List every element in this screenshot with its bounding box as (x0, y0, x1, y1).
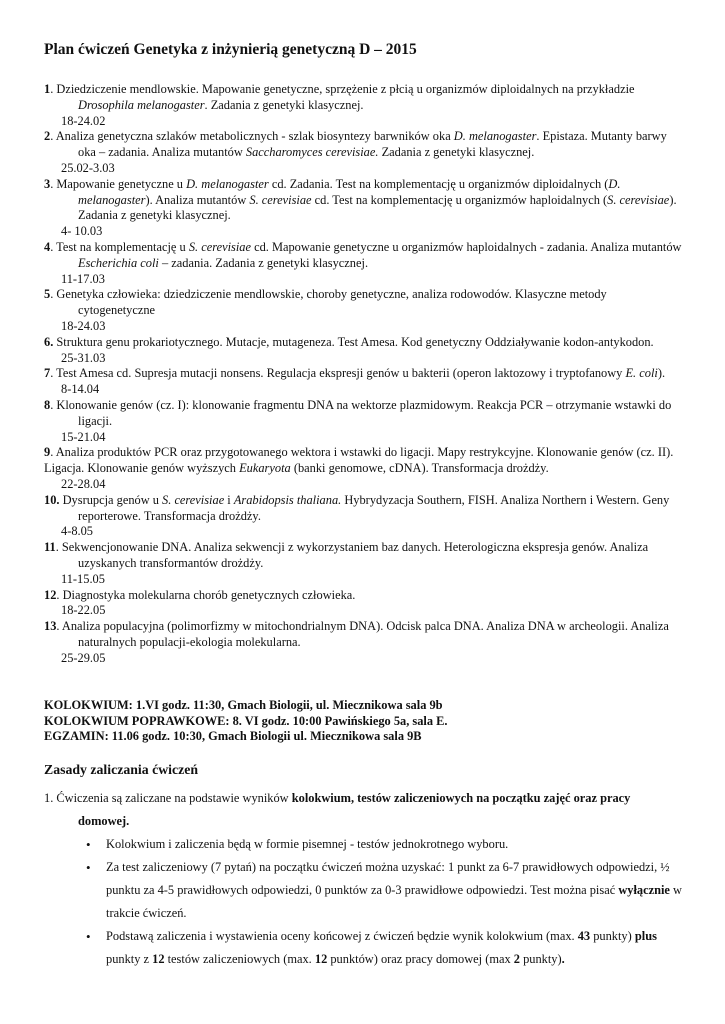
schedule-item (44, 366, 684, 398)
bold-text: 2 (513, 951, 520, 966)
schedule-item-text (44, 177, 684, 224)
text-run: Struktura genu prokariotycznego. Mutacje, mutageneza. Test Amesa. Kod genetyczny Oddziaływanie kodon-antykodon. (53, 334, 654, 349)
schedule-item-text (44, 540, 684, 572)
text-run: . Sekwencjonowanie DNA. Analiza sekwencji z wykorzystaniem baz danych. Heterologiczna ekspresja genów. Analiza uzyskanych transformantów drożdży. (55, 540, 649, 570)
exam-line: EGZAMIN: 11.06 godz. 10:30, Gmach Biologii ul. Miecznikowa sala 9B (44, 729, 422, 744)
italic-text: E. coli (625, 366, 658, 381)
schedule-item-text (44, 82, 684, 114)
text-run: Dysrupcja genów u (59, 492, 163, 507)
italic-text: D. melanogaster (186, 176, 269, 191)
text-run: . Analiza genetyczna szlaków metabolicznych - szlak biosyntezy barwników oka (50, 129, 454, 144)
schedule-item-number: 3 (44, 176, 51, 191)
schedule-item (44, 398, 684, 445)
bold-text: 12 (152, 951, 165, 966)
schedule-item-date: 8-14.04 (61, 382, 100, 397)
schedule-item-text (44, 619, 684, 651)
schedule-item-date: 15-21.04 (61, 429, 106, 444)
schedule-item-date: 11-15.05 (61, 571, 105, 586)
schedule-item-text (44, 445, 684, 477)
text-run: . Diagnostyka molekularna chorób genetycznych człowieka. (56, 587, 356, 602)
italic-text: S. cerevisiae (188, 239, 251, 254)
text-run: . Analiza produktów PCR oraz przygotowanego wektora i wstawki do ligacji. Mapy restrykcyjne. Klonowanie genów (cz. II). Ligacja. Klonowanie genów wyższych (44, 445, 674, 476)
rule-bullet (86, 833, 684, 856)
schedule-item-date: 4-8.05 (61, 524, 94, 539)
schedule-item-text (44, 493, 684, 525)
bold-text: kolokwium, testów zaliczeniowych na początku zajęć oraz pracy domowej. (78, 790, 631, 828)
italic-text: Eukaryota (239, 461, 291, 476)
schedule-item (44, 287, 684, 334)
exam-line: KOLOKWIUM: 1.VI godz. 11:30, Gmach Biologii, ul. Miecznikowa sala 9b (44, 698, 443, 713)
schedule-item-date: 18-24.02 (61, 113, 106, 128)
text-run: . Analiza populacyjna (polimorfizmy w mitochondrialnym DNA). Odcisk palca DNA. Analiza DNA w archeologii. Analiza naturalnych populacji-ekologia molekularna. (56, 619, 669, 649)
text-run: w trakcie ćwiczeń. (106, 882, 682, 920)
schedule-item-number: 4 (44, 239, 51, 254)
rule-bullet (86, 925, 684, 971)
italic-text: S. cerevisiae (607, 192, 670, 207)
bold-text: plus (634, 928, 657, 943)
schedule-item-text (44, 366, 684, 382)
text-run: . Zadania z genetyki klasycznej. (204, 97, 364, 112)
schedule-item (44, 177, 684, 240)
schedule-item-text (44, 398, 684, 430)
text-run: i (224, 492, 234, 507)
schedule-item-text (44, 240, 684, 272)
schedule-item (44, 540, 684, 587)
schedule-item (44, 335, 684, 367)
text-run: . Mapowanie genetyczne u (50, 176, 187, 191)
text-run: Zadania z genetyki klasycznej. (378, 145, 535, 160)
schedule-item-date: 11-17.03 (61, 271, 105, 286)
schedule-item-date: 18-24.03 (61, 318, 106, 333)
text-run: . Klonowanie genów (cz. I): klonowanie fragmentu DNA na wektorze plazmidowym. Reakcja PCR – otrzymanie wstawki do ligacji. (50, 397, 672, 428)
schedule-item (44, 445, 684, 492)
schedule-item (44, 493, 684, 540)
schedule-item-number: 2 (44, 129, 51, 144)
exam-dates (44, 698, 684, 745)
schedule-item-number: 7 (44, 366, 51, 381)
text-run: . Epistaza. Mutanty barwy oka – zadania. Analiza mutantów (78, 129, 667, 160)
italic-text: D. melanogaster (453, 129, 537, 144)
schedule-item-number: 13 (44, 619, 57, 634)
schedule-item-number: 8 (44, 397, 51, 412)
schedule-item-date: 18-22.05 (61, 603, 106, 618)
text-run: cd. Mapowanie genetyczne u organizmów haploidalnych - zadania. Analiza mutantów (250, 239, 682, 254)
text-run: ). (657, 366, 666, 381)
schedule-item (44, 588, 684, 620)
text-run: cd. Test na komplementację u organizmów haploidalnych ( (311, 192, 608, 207)
schedule-item (44, 240, 684, 287)
text-run: punktów) oraz pracy domowej (max (327, 951, 514, 966)
schedule-item-number: 1 (44, 82, 51, 96)
italic-text: Arabidopsis thaliana. (233, 492, 342, 507)
schedule-item-number: 5 (44, 287, 51, 302)
schedule-item-number: 6. (44, 334, 54, 349)
text-run: . Test na komplementację u (50, 239, 189, 254)
schedule-item (44, 619, 684, 666)
bold-text: . (561, 951, 565, 966)
rule-bullet (86, 856, 684, 925)
schedule-item-date: 25.02-3.03 (61, 160, 115, 175)
schedule-item (44, 82, 684, 129)
italic-text: Saccharomyces cerevisiae. (245, 145, 379, 160)
text-run: ). Analiza mutantów (145, 192, 250, 207)
text-run: punkty) (519, 951, 562, 966)
text-run: . Test Amesa cd. Supresja mutacji nonsens. Regulacja ekspresji genów u bakterii (operon laktozowy i tryptofanowy (50, 366, 626, 381)
document-title: Plan ćwiczeń Genetyka z inżynierią genetyczną D – 2015 (44, 41, 417, 58)
schedule-item-date: 25-31.03 (61, 350, 106, 365)
italic-text: S. cerevisiae (249, 192, 312, 207)
text-run: (banki genomowe, cDNA). Transformacja drożdży. (290, 461, 549, 476)
schedule-item (44, 129, 684, 176)
schedule-item-number: 11 (44, 540, 56, 555)
italic-text: Drosophila melanogaster (78, 97, 205, 112)
text-run: Hybrydyzacja Southern, FISH. Analiza Northern i Western. Geny reporterowe. Transformacja drożdży. (78, 492, 670, 523)
text-run: ). Zadania z genetyki klasycznej. (78, 192, 677, 223)
text-run: testów zaliczeniowych (max. (164, 951, 315, 966)
text-run: . Dziedziczenie mendlowskie. Mapowanie genetyczne, sprzężenie z płcią u organizmów diploidalnych na przykładzie (50, 82, 635, 96)
schedule-item-text (44, 335, 684, 351)
schedule-item-number: 9 (44, 445, 51, 460)
document-page (44, 40, 684, 971)
rules-bullet-list (44, 833, 684, 971)
rules-section (44, 787, 684, 971)
bold-text: 43 (577, 928, 591, 943)
text-run: Kolokwium i zaliczenia będą w formie pisemnej - testów jednokrotnego wyboru. (106, 836, 509, 851)
schedule-item-text (44, 287, 684, 319)
text-run: Za test zaliczeniowy (7 pytań) na początku ćwiczeń można uzyskać: 1 punkt za 6-7 prawidłowych odpowiedzi, ½ punktu za 4-5 prawidłowych odpowiedzi, 0 punktów za 0-3 prawidłowe odpowiedzi. Test można pisać (106, 859, 670, 897)
schedule-item-number: 10. (44, 492, 60, 507)
text-run: – zadania. Zadania z genetyki klasycznej. (158, 255, 369, 270)
italic-text: S. cerevisiae (162, 492, 225, 507)
rules-heading: Zasady zaliczania ćwiczeń (44, 761, 199, 777)
italic-text: D. melanogaster (78, 176, 621, 207)
schedule-list (44, 82, 684, 666)
italic-text: Escherichia coli (78, 255, 159, 270)
bold-text: wyłącznie (618, 882, 670, 897)
schedule-item-date: 4- 10.03 (61, 224, 103, 239)
text-run: punkty z (106, 951, 153, 966)
text-run: 1. Ćwiczenia są zaliczane na podstawie wyników (44, 790, 292, 805)
text-run: punkty) (590, 928, 635, 943)
rules-intro (44, 787, 684, 833)
text-run: . Genetyka człowieka: dziedziczenie mendlowskie, choroby genetyczne, analiza rodowodów. Klasyczne metody cytogenetyczne (50, 287, 607, 318)
schedule-item-date: 25-29.05 (61, 650, 106, 665)
schedule-item-number: 12 (44, 587, 57, 602)
text-run: Podstawą zaliczenia i wystawienia oceny końcowej z ćwiczeń będzie wynik kolokwium (max. (106, 928, 578, 943)
bold-text: 12 (314, 951, 328, 966)
schedule-item-text (44, 588, 684, 604)
text-run: cd. Zadania. Test na komplementację u organizmów diploidalnych ( (268, 176, 609, 191)
schedule-item-text (44, 129, 684, 161)
schedule-item-date: 22-28.04 (61, 476, 106, 491)
exam-line: KOLOKWIUM POPRAWKOWE: 8. VI godz. 10:00 Pawińskiego 5a, sala E. (44, 713, 448, 728)
